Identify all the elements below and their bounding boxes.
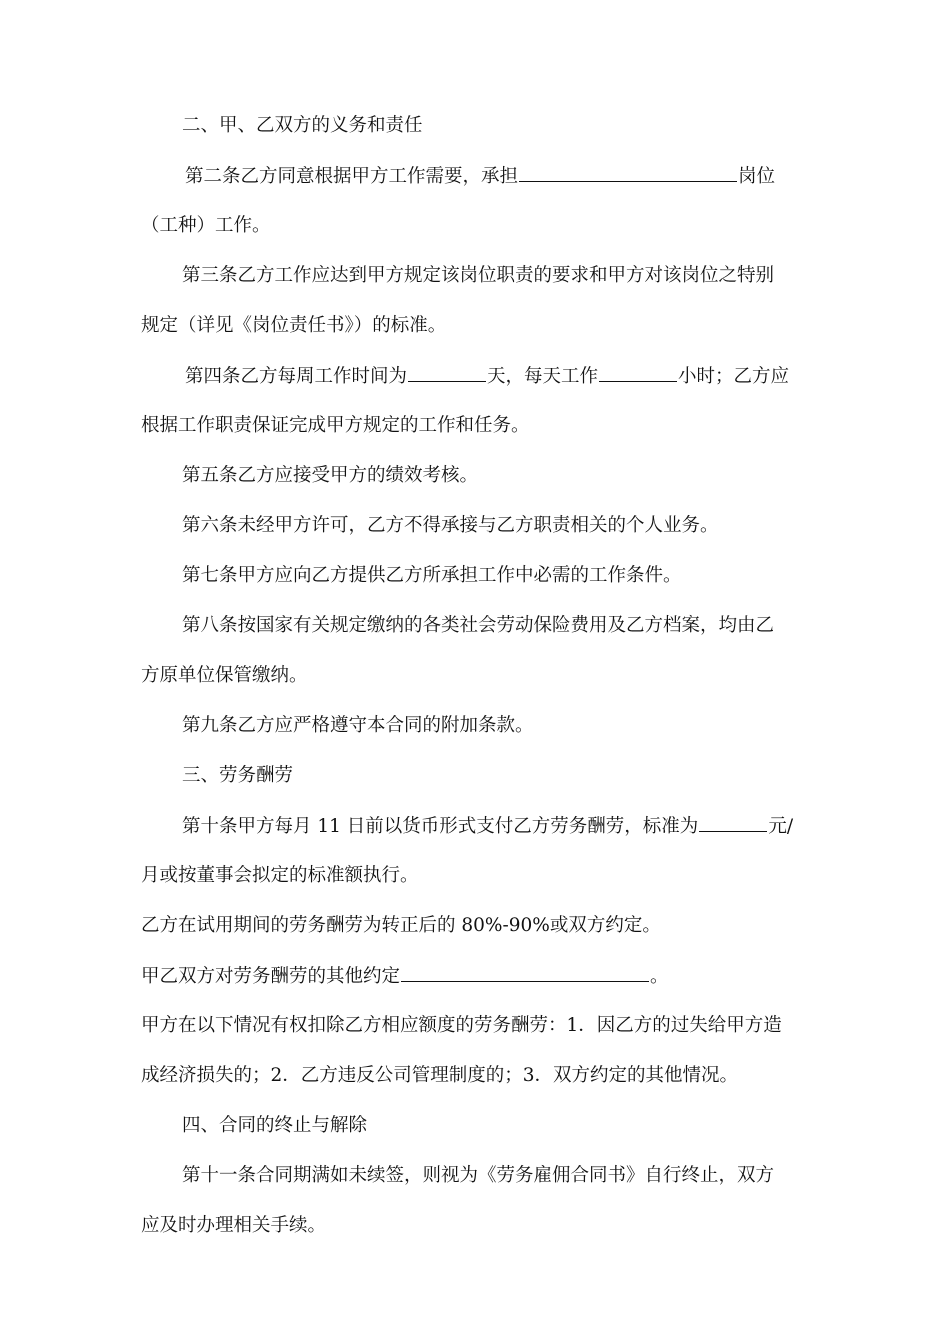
clause-paragraph [141, 413, 530, 439]
clause-text: 第八条按国家有关规定缴纳的各类社会劳动保险费用及乙方档案，均由乙 [182, 615, 775, 636]
clause-text: 小时；乙方应 [678, 366, 790, 387]
section-heading [182, 763, 293, 789]
clause-text: 甲方在以下情况有权扣除乙方相应额度的劳务酬劳：1．因乙方的过失给甲方造 [141, 1015, 782, 1036]
clause-text: 岗位 [738, 166, 776, 187]
clause-paragraph [141, 863, 419, 889]
clause-paragraph [141, 663, 308, 689]
clause-paragraph [141, 913, 661, 939]
clause-paragraph [141, 963, 669, 990]
clause-text: 第四条乙方每周工作时间为 [185, 366, 408, 387]
clause-text: 天，每天工作 [487, 366, 599, 387]
clause-text: 方原单位保管缴纳。 [141, 665, 308, 686]
clause-paragraph [182, 713, 534, 739]
fill-in-blank[interactable] [599, 363, 677, 382]
clause-paragraph [182, 563, 682, 589]
clause-paragraph [141, 313, 446, 339]
section-heading-text: 四、合同的终止与解除 [182, 1115, 368, 1136]
section-heading-text: 三、劳务酬劳 [182, 765, 294, 786]
fill-in-blank[interactable] [401, 963, 649, 982]
section-heading [182, 113, 423, 139]
clause-text: 乙方在试用期间的劳务酬劳为转正后的 80%-90%或双方约定。 [141, 915, 661, 936]
clause-text: 规定（详见《岗位责任书》）的标准。 [141, 315, 447, 336]
section-heading-text: 二、甲、乙双方的义务和责任 [182, 115, 423, 136]
clause-text: 甲乙双方对劳务酬劳的其他约定 [141, 966, 401, 987]
section-heading [182, 1113, 367, 1139]
clause-text: 成经济损失的；2．乙方违反公司管理制度的；3．双方约定的其他情况。 [141, 1065, 739, 1086]
clause-paragraph [185, 163, 775, 190]
clause-text: 元/ [768, 816, 794, 837]
clause-text: 第九条乙方应严格遵守本合同的附加条款。 [182, 715, 534, 736]
clause-text: 第六条未经甲方许可，乙方不得承接与乙方职责相关的个人业务。 [182, 515, 719, 536]
clause-text: 。 [650, 966, 669, 987]
fill-in-blank[interactable] [408, 363, 486, 382]
clause-text: （工种）工作。 [141, 215, 271, 236]
clause-paragraph [141, 1213, 326, 1239]
clause-paragraph [141, 1013, 782, 1039]
clause-text: 应及时办理相关手续。 [141, 1215, 327, 1236]
clause-paragraph [141, 213, 271, 239]
clause-text: 第十一条合同期满如未续签，则视为《劳务雇佣合同书》自行终止，双方 [182, 1165, 775, 1186]
clause-text: 第三条乙方工作应达到甲方规定该岗位职责的要求和甲方对该岗位之特别 [182, 265, 775, 286]
clause-paragraph [141, 1063, 738, 1089]
clause-text: 第十条甲方每月 11 日前以货币形式支付乙方劳务酬劳，标准为 [182, 816, 699, 837]
clause-paragraph [182, 513, 719, 539]
clause-paragraph [182, 1163, 774, 1189]
fill-in-blank[interactable] [699, 813, 767, 832]
clause-paragraph [182, 263, 774, 289]
clause-paragraph [182, 613, 774, 639]
clause-text: 根据工作职责保证完成甲方规定的工作和任务。 [141, 415, 530, 436]
clause-paragraph [182, 813, 793, 840]
clause-text: 月或按董事会拟定的标准额执行。 [141, 865, 419, 886]
clause-text: 第五条乙方应接受甲方的绩效考核。 [182, 465, 479, 486]
clause-paragraph [185, 363, 789, 390]
clause-text: 第二条乙方同意根据甲方工作需要，承担 [185, 166, 519, 187]
clause-text: 第七条甲方应向乙方提供乙方所承担工作中必需的工作条件。 [182, 565, 682, 586]
clause-paragraph [182, 463, 478, 489]
fill-in-blank[interactable] [519, 163, 737, 182]
